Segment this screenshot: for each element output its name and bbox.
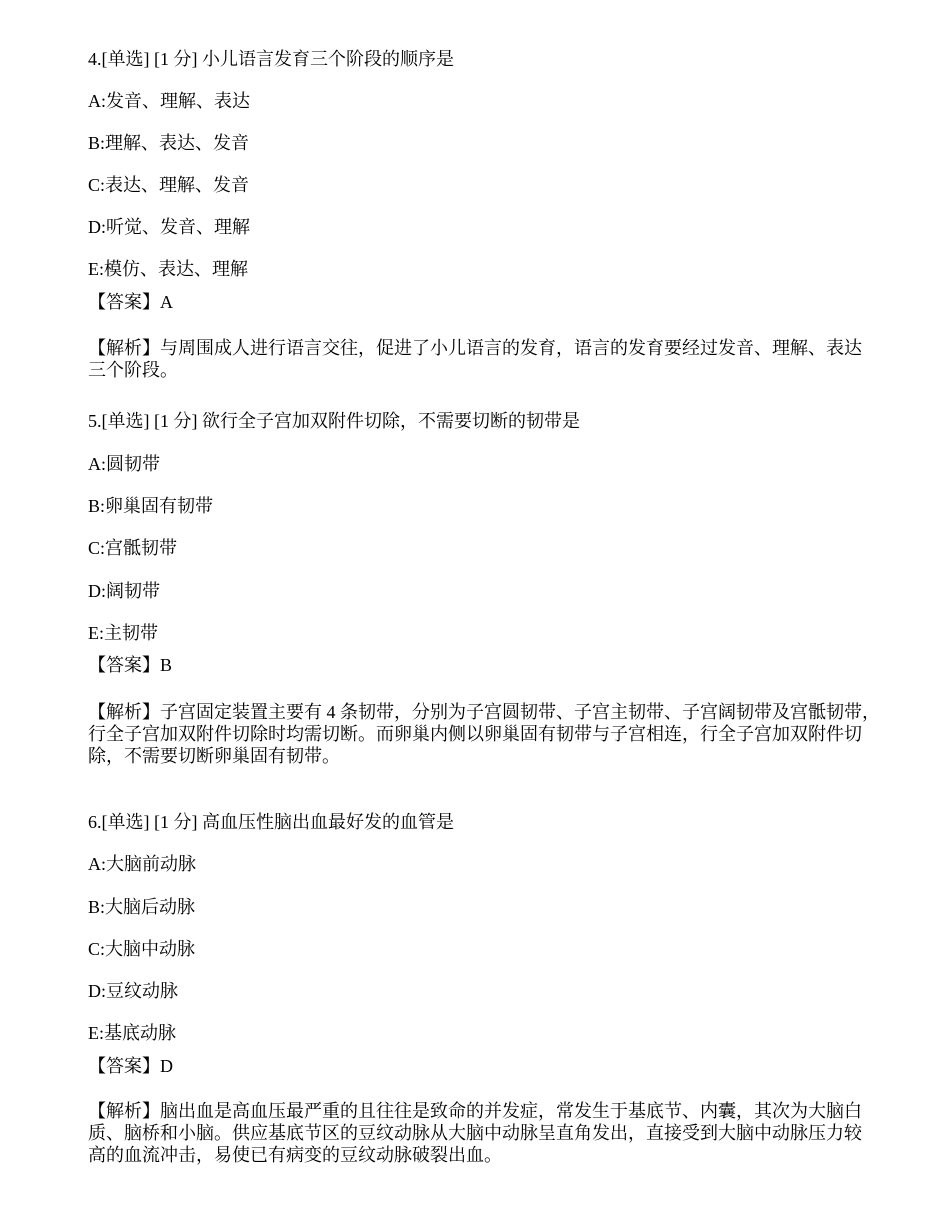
option-e: E:基底动脉 [88, 1023, 176, 1043]
answer: 【答案】A [88, 292, 173, 312]
option-b: B:大脑后动脉 [88, 897, 196, 917]
option-e: E:主韧带 [88, 623, 158, 643]
analysis-line: 行全子宫加双附件切除时均需切断。而卵巢内侧以卵巢固有韧带与子宫相连，行全子宫加双附件切 [88, 724, 862, 744]
analysis-line: 【解析】与周围成人进行语言交往，促进了小儿语言的发育，语言的发育要经过发音、理解、表达 [88, 338, 862, 358]
analysis [88, 701, 894, 767]
analysis-line: 【解析】脑出血是高血压最严重的且往往是致命的并发症，常发生于基底节、内囊，其次为大脑白 [88, 1101, 862, 1121]
option-c: C:表达、理解、发音 [88, 175, 250, 195]
option-d: D:豆纹动脉 [88, 981, 178, 1001]
option-b: B:卵巢固有韧带 [88, 496, 214, 516]
option-c: C:宫骶韧带 [88, 538, 178, 558]
option-b: B:理解、表达、发音 [88, 133, 250, 153]
analysis [88, 1100, 894, 1166]
option-d: D:听觉、发音、理解 [88, 217, 250, 237]
analysis-line: 【解析】子宫固定装置主要有 4 条韧带，分别为子宫圆韧带、子宫主韧带、子宫阔韧带及宫骶韧带， [88, 702, 880, 722]
option-a: A:圆韧带 [88, 454, 160, 474]
option-a: A:大脑前动脉 [88, 854, 196, 874]
option-a: A:发音、理解、表达 [88, 91, 250, 111]
question-stem: 4.[单选] [1 分] 小儿语言发育三个阶段的顺序是 [88, 49, 454, 69]
analysis-line: 高的血流冲击，易使已有病变的豆纹动脉破裂出血。 [88, 1145, 502, 1165]
analysis-line: 除，不需要切断卵巢固有韧带。 [88, 746, 340, 766]
option-c: C:大脑中动脉 [88, 939, 196, 959]
option-d: D:阔韧带 [88, 581, 160, 601]
answer: 【答案】D [88, 1056, 173, 1076]
answer: 【答案】B [88, 655, 173, 675]
analysis-line: 质、脑桥和小脑。供应基底节区的豆纹动脉从大脑中动脉呈直角发出，直接受到大脑中动脉压力较 [88, 1123, 862, 1143]
option-e: E:模仿、表达、理解 [88, 259, 248, 279]
question-stem: 6.[单选] [1 分] 高血压性脑出血最好发的血管是 [88, 812, 454, 832]
question-stem: 5.[单选] [1 分] 欲行全子宫加双附件切除，不需要切断的韧带是 [88, 411, 580, 431]
analysis-line: 三个阶段。 [88, 360, 178, 380]
analysis [88, 337, 894, 381]
